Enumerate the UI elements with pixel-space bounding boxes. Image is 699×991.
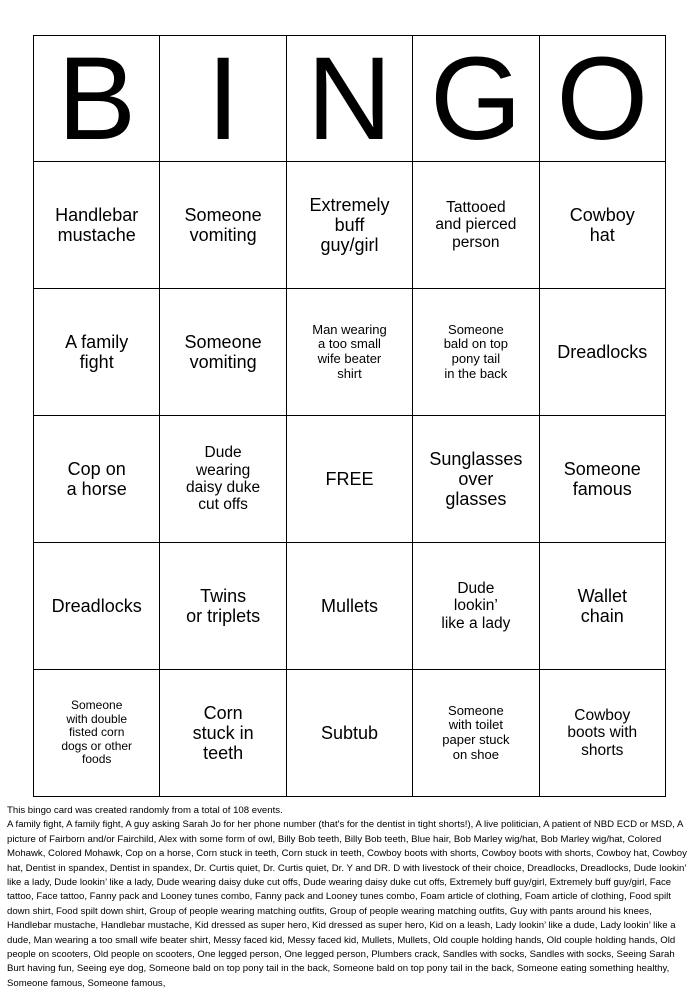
cell-label: Someone bald on top pony tail in the back <box>443 321 509 381</box>
header-letter-n: N <box>286 36 412 162</box>
footer-event-list: A family fight, A family fight, A guy asking Sarah Jo for her phone number (that's for the dentist in tight shorts!), A live politician, A patient of NBD ECD or MSD, A picture of Fairborn and/or Fairchild, Alex with some form of owl, Billy Bob teeth, Billy Bob teeth, Blue hair, Bob Marley wig/hat, Bob Marley wig/hat, Colored Mohawk, Colored Mohawk, Cop on a horse, Corn stuck in teeth, Corn stuck in teeth, Cowboy boots with shorts, Cowboy boots with shorts, Cowboy hat, Cowboy hat, Dentist in spandex, Dentist in spandex, Dr. Curtis quiet, Dr. Curtis quiet, Dr. Y and DR. D with livestock of their choice, Dreadlocks, Dreadlocks, Dude lookin’ like a lady, Dude lookin’ like a lady, Dude wearing daisy duke cut offs, Dude wearing daisy duke cut offs, Extremely buff guy/girl, Extremely buff guy/girl, Face tattoo, Face tattoo, Fanny pack and Looney tunes combo, Fanny pack and Looney tunes combo, Foam article of clothing, Foam article of clothing, Food spilt down shirt, Food spilt down shirt, Group of people wearing matching outfits, Group of people wearing matching outfits, Guy with pants around his knees, Handlebar mustache, Handlebar mustache, Kid dressed as super hero, Kid dressed as super hero, Kid on a leash, Lady lookin’ like a dude, Lady lookin’ like a dude, Man wearing a too small wife beater shirt, Messy faced kid, Messy faced kid, Mullets, Mullets, Old couple holding hands, Old couple holding hands, Old people on scooters, Old people on scooters, One legged person, One legged person, Plumbers crack, Sandles with socks, Sandles with socks, Seeing Sarah Burt having fun, Seeing eye dog, Someone bald on top pony tail in the back, Someone bald on top pony tail in the back, Someone eating something healthy, Someone famous, Someone famous, <box>7 819 687 989</box>
cell-label: Extremely buff guy/girl <box>309 194 390 256</box>
cell-label: Someone vomiting <box>184 331 262 372</box>
cell-label: Tattooed and pierced person <box>435 198 517 251</box>
cell-label: Dude wearing daisy duke cut offs <box>186 444 261 514</box>
bingo-cell <box>539 670 665 797</box>
cell-label: Dreadlocks <box>557 341 648 362</box>
cell-label: Cowboy boots with shorts <box>567 706 638 759</box>
bingo-row <box>34 543 666 670</box>
header-letter-b: B <box>34 36 160 162</box>
bingo-cell <box>539 289 665 416</box>
bingo-cell <box>160 670 286 797</box>
bingo-card <box>33 35 666 797</box>
cell-label: Someone vomiting <box>184 204 262 245</box>
header-letter-g: G <box>413 36 539 162</box>
card-footer <box>7 804 691 991</box>
cell-label: Wallet chain <box>577 585 627 626</box>
cell-label: Corn stuck in teeth <box>192 702 254 764</box>
bingo-cell <box>539 162 665 289</box>
bingo-cell <box>34 162 160 289</box>
bingo-cell <box>413 416 539 543</box>
bingo-cell <box>286 289 412 416</box>
bingo-cell <box>413 162 539 289</box>
bingo-cell <box>160 543 286 670</box>
bingo-cell <box>160 162 286 289</box>
bingo-cell <box>413 289 539 416</box>
cell-label: Subtub <box>320 722 378 743</box>
bingo-cell <box>413 543 539 670</box>
cell-label: FREE <box>325 468 374 489</box>
bingo-cell <box>160 289 286 416</box>
bingo-cell <box>539 543 665 670</box>
cell-label: Man wearing a too small wife beater shirt <box>312 321 387 381</box>
cell-label: Sunglasses over glasses <box>429 448 523 510</box>
cell-label: Someone with toilet paper stuck on shoe <box>442 702 510 762</box>
cell-label: Cowboy hat <box>569 204 635 245</box>
header-letter-o: O <box>539 36 665 162</box>
bingo-cell <box>286 670 412 797</box>
bingo-row <box>34 416 666 543</box>
bingo-cell <box>34 670 160 797</box>
bingo-cell <box>160 416 286 543</box>
bingo-cell <box>539 416 665 543</box>
footer-intro: This bingo card was created randomly from a total of 108 events. <box>7 805 283 816</box>
cell-label: A family fight <box>65 331 129 372</box>
cell-label: Someone with double fisted corn dogs or other foods <box>61 698 133 767</box>
bingo-cell <box>286 162 412 289</box>
cell-label: Someone famous <box>563 458 641 499</box>
bingo-row <box>34 162 666 289</box>
cell-label: Twins or triplets <box>186 585 261 626</box>
bingo-header-row <box>34 36 666 162</box>
free-space-cell <box>286 416 412 543</box>
bingo-cell <box>34 543 160 670</box>
bingo-row <box>34 289 666 416</box>
bingo-cell <box>34 416 160 543</box>
cell-label: Dude lookin’ like a lady <box>441 579 511 632</box>
cell-label: Cop on a horse <box>66 458 127 499</box>
bingo-cell <box>286 543 412 670</box>
bingo-cell <box>34 289 160 416</box>
bingo-row <box>34 670 666 797</box>
cell-label: Handlebar mustache <box>55 204 139 245</box>
header-letter-i: I <box>160 36 286 162</box>
cell-label: Mullets <box>320 595 378 616</box>
cell-label: Dreadlocks <box>51 595 142 616</box>
bingo-cell <box>413 670 539 797</box>
